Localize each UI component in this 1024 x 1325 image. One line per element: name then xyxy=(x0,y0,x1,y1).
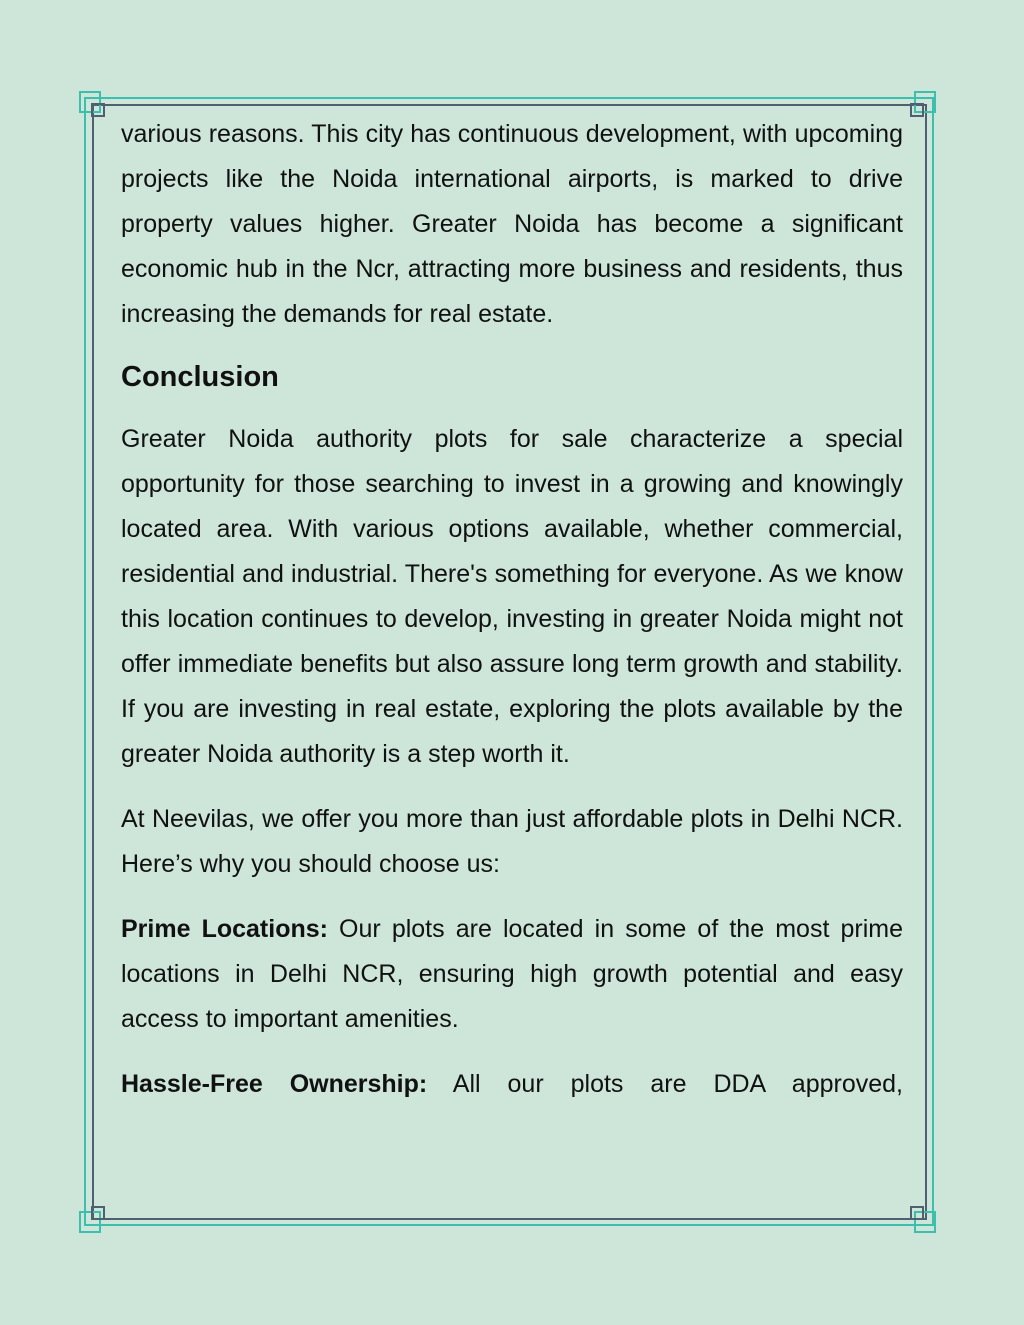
document-body xyxy=(121,112,903,1127)
conclusion-heading: Conclusion xyxy=(121,361,279,393)
corner-square-top-right xyxy=(910,103,924,117)
corner-square-bottom-right xyxy=(910,1206,924,1220)
prime-locations-paragraph xyxy=(121,907,903,1042)
corner-square-top-left xyxy=(91,103,105,117)
conclusion-paragraph: Greater Noida authority plots for sale characterize a special opportunity for those searching to invest in a growing and knowingly located area. With various options available, whether commercial, residential and industrial. There's something for everyone. As we know this location continues to develop, investing in greater Noida might not offer immediate benefits but also assure long term growth and stability. If you are investing in real estate, exploring the plots available by the greater Noida authority is a step worth it. xyxy=(121,425,903,768)
prime-locations-text: Our plots are located in some of the most prime locations in Delhi NCR, ensuring high growth potential and easy access to important amenities. xyxy=(121,915,903,1033)
corner-square-bottom-left xyxy=(91,1206,105,1220)
hassle-free-text: All our plots are DDA approved, xyxy=(427,1070,903,1098)
neevilas-paragraph: At Neevilas, we offer you more than just affordable plots in Delhi NCR. Here’s why you should choose us: xyxy=(121,805,903,878)
intro-paragraph: various reasons. This city has continuous development, with upcoming projects like the Noida international airports, is marked to drive property values higher. Greater Noida has become a significant economic hub in the Ncr, attracting more business and residents, thus increasing the demands for real estate. xyxy=(121,120,903,328)
prime-locations-label: Prime Locations: xyxy=(121,915,328,943)
hassle-free-paragraph xyxy=(121,1062,903,1107)
hassle-free-label: Hassle-Free Ownership: xyxy=(121,1070,428,1098)
